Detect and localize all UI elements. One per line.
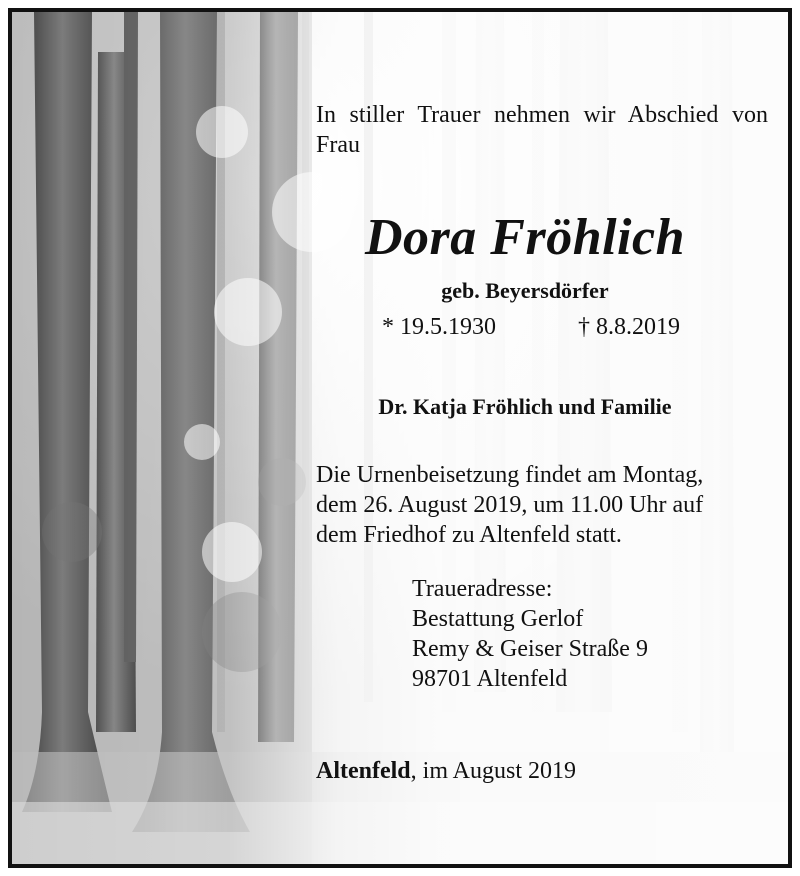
burial-line: dem 26. August 2019, um 11.00 Uhr auf	[316, 492, 704, 518]
closing-date: , im August 2019	[410, 758, 577, 784]
deceased-name: Dora Fröhlich	[364, 209, 686, 266]
burial-info	[316, 460, 772, 550]
closing-line	[316, 758, 576, 785]
address-line: 98701 Altenfeld	[412, 666, 568, 692]
burial-line: Die Urnenbeisetzung findet am Montag,	[316, 462, 704, 488]
burial-line: dem Friedhof zu Altenfeld statt.	[316, 522, 622, 548]
birth-name: geb. Beyersdörfer	[441, 278, 609, 303]
obituary-frame	[8, 8, 792, 868]
address-line: Traueradresse:	[412, 576, 553, 602]
birth-date: * 19.5.1930	[382, 314, 496, 340]
address-line: Remy & Geiser Straße 9	[412, 636, 648, 662]
intro-text: In stiller Trauer nehmen wir Abschied von Frau	[316, 102, 768, 158]
mourning-address	[412, 574, 648, 694]
closing-place: Altenfeld	[316, 758, 411, 784]
address-line: Bestattung Gerlof	[412, 606, 584, 632]
death-date: † 8.8.2019	[578, 314, 680, 340]
mourners-family: Dr. Katja Fröhlich und Familie	[378, 394, 672, 419]
